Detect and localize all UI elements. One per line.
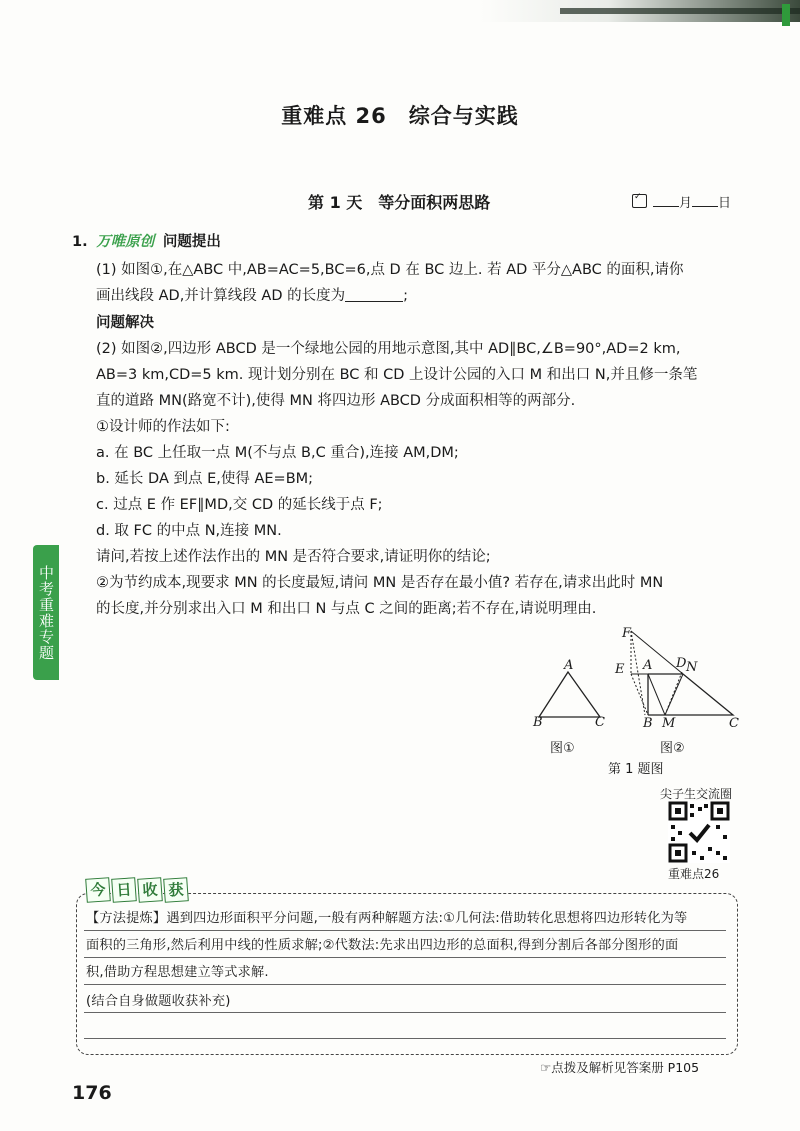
- step-d: d. 取 FC 的中点 N,连接 MN.: [96, 523, 282, 539]
- qr-code-icon[interactable]: [668, 801, 730, 863]
- rule-1: [84, 930, 726, 931]
- step-b: b. 延长 DA 到点 E,使得 AE=BM;: [96, 471, 314, 487]
- day-title: 第 1 天 等分面积两思路: [308, 193, 491, 212]
- method-line-2: 面积的三角形,然后利用中线的性质求解;②代数法:先求出四边形的总面积,得到分割后各部分图形的面: [86, 938, 679, 953]
- fig2-label-N: N: [686, 660, 698, 675]
- summary-title: [86, 878, 188, 902]
- summary-title-char-3: 收: [137, 877, 163, 903]
- scan-top-shadow-dark: [560, 8, 800, 14]
- month-label: 月: [679, 196, 693, 211]
- date-field: [632, 192, 731, 211]
- part2-line2: AB=3 km,CD=5 km. 现计划分别在 BC 和 CD 上设计公园的入口 M 和出口 N,并且修一条笔: [96, 367, 698, 383]
- method-line-4: (结合自身做题收获补充): [86, 994, 231, 1009]
- calendar-icon: [632, 194, 647, 208]
- heading-problem-posed: 问题提出: [162, 234, 221, 250]
- problem-header: [72, 232, 221, 252]
- fig1-label-A: A: [564, 658, 574, 673]
- rule-2: [84, 957, 726, 958]
- problem-number: 1.: [72, 234, 88, 250]
- fig2-label-E: E: [615, 662, 625, 677]
- part1-line2-end: ;: [403, 288, 408, 304]
- page-number: 176: [72, 1082, 112, 1104]
- figure-group-caption: 第 1 题图: [608, 762, 664, 777]
- side-tab-topic: 中考重难专题: [33, 545, 59, 680]
- fig1-label-C: C: [595, 715, 605, 730]
- question-1: 请问,若按上述作法作出的 MN 是否符合要求,请证明你的结论;: [96, 549, 491, 565]
- question-2-line1: ②为节约成本,现要求 MN 的长度最短,请问 MN 是否存在最小值? 若存在,请求出此时 MN: [96, 575, 664, 591]
- rule-5: [84, 1038, 726, 1039]
- part2-line1: (2) 如图②,四边形 ABCD 是一个绿地公园的用地示意图,其中 AD∥BC,∠B=90°,AD=2 km,: [96, 341, 681, 357]
- original-badge: 万唯原创: [96, 234, 155, 250]
- fig2-label-A: A: [643, 658, 653, 673]
- fig2-caption: 图②: [660, 741, 685, 756]
- fig2-label-B: B: [643, 716, 653, 731]
- step-c: c. 过点 E 作 EF∥MD,交 CD 的延长线于点 F;: [96, 497, 383, 513]
- figure-2-quadrilateral: [615, 625, 745, 730]
- day-blank: [692, 194, 718, 207]
- part1-line1: (1) 如图①,在△ABC 中,AB=AC=5,BC=6,点 D 在 BC 边上. 若 AD 平分△ABC 的面积,请你: [96, 262, 684, 278]
- section-title: 重难点 26 综合与实践: [281, 104, 519, 128]
- month-blank: [653, 194, 679, 207]
- summary-title-char-4: 获: [163, 877, 189, 903]
- answer-reference: ☞点拨及解析见答案册 P105: [540, 1060, 700, 1075]
- qr-title: 尖子生交流圈: [660, 787, 733, 801]
- heading-problem-solved: 问题解决: [96, 315, 154, 331]
- fig2-label-F: F: [622, 626, 632, 641]
- step-intro: ①设计师的作法如下:: [96, 419, 230, 435]
- question-2-line2: 的长度,并分别求出入口 M 和出口 N 与点 C 之间的距离;若不存在,请说明理由.: [96, 601, 597, 617]
- answer-blank: [345, 287, 403, 302]
- fig2-label-M: M: [662, 716, 676, 731]
- part1-line2: [96, 286, 408, 306]
- qr-caption: 重难点26: [668, 867, 720, 881]
- fig1-caption: 图①: [550, 741, 575, 756]
- fig2-label-D: D: [676, 656, 687, 671]
- method-line-3: 积,借助方程思想建立等式求解.: [86, 965, 269, 980]
- rule-4: [84, 1012, 726, 1013]
- day-label: 日: [718, 196, 732, 211]
- method-line-1: 【方法提炼】遇到四边形面积平分问题,一般有两种解题方法:①几何法:借助转化思想将四边形转化为等: [86, 911, 688, 926]
- rule-3: [84, 984, 726, 985]
- summary-title-char-1: 今: [85, 877, 111, 903]
- fig2-label-C: C: [729, 716, 739, 731]
- part2-line3: 直的道路 MN(路宽不计),使得 MN 将四边形 ABCD 分成面积相等的两部分.: [96, 393, 576, 409]
- part1-line2-text: 画出线段 AD,并计算线段 AD 的长度为: [96, 288, 346, 304]
- page-corner-mark: [782, 4, 790, 26]
- fig1-label-B: B: [533, 715, 543, 730]
- summary-title-char-2: 日: [111, 877, 137, 903]
- step-a: a. 在 BC 上任取一点 M(不与点 B,C 重合),连接 AM,DM;: [96, 445, 459, 461]
